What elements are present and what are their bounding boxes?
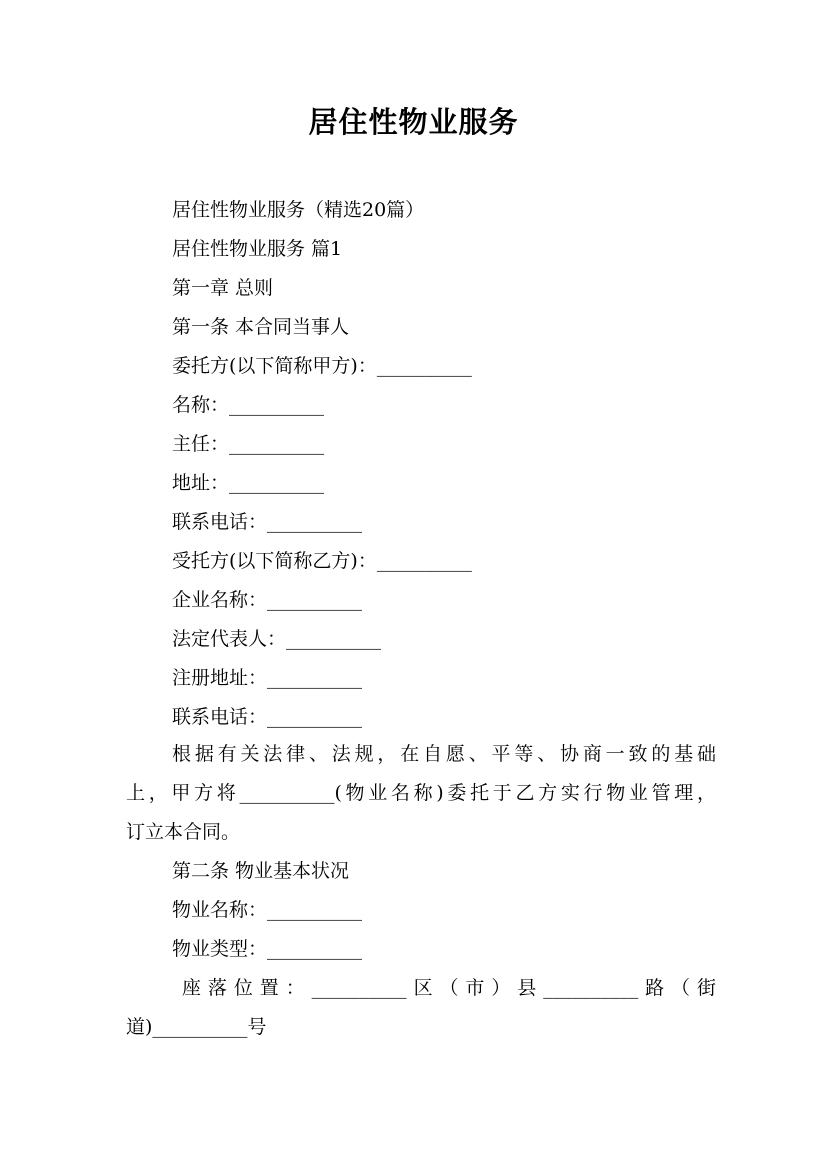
article-heading: 第一条 本合同当事人 [172, 316, 350, 338]
text-line: 名称：__________ [172, 394, 325, 416]
text-line: 联系电话：__________ [172, 511, 363, 533]
text-line: 受托方(以下简称乙方)：__________ [172, 550, 472, 572]
text-line: 居住性物业服务（精选20篇） [172, 199, 425, 221]
document-title: 居住性物业服务 [308, 105, 519, 139]
text-line: 物业名称：__________ [172, 899, 363, 921]
text-line: 居住性物业服务 篇1 [172, 238, 343, 260]
text-line: 地址：__________ [172, 472, 325, 494]
text-line: 联系电话：__________ [172, 706, 363, 728]
text-line: 委托方(以下简称甲方)：__________ [172, 355, 472, 377]
paragraph [126, 969, 716, 1047]
paragraph [126, 735, 716, 852]
paragraph-line: 根据有关法律、法规，在自愿、平等、协商一致的基础 [172, 743, 716, 765]
text-line: 主任：__________ [172, 433, 325, 455]
article-heading: 第二条 物业基本状况 [172, 860, 350, 882]
paragraph-line: 座落位置：__________区（市）县__________路（街 [182, 977, 716, 999]
text-line: 物业类型：__________ [172, 938, 363, 960]
paragraph-line: 道)__________号 [126, 1016, 267, 1038]
text-line: 企业名称：__________ [172, 589, 363, 611]
paragraph-line: 订立本合同。 [126, 821, 241, 843]
text-line: 注册地址：__________ [172, 667, 363, 689]
chapter-heading: 第一章 总则 [172, 277, 274, 299]
text-line: 法定代表人：__________ [172, 628, 382, 650]
paragraph-line: 上，甲方将__________(物业名称)委托于乙方实行物业管理， [126, 782, 716, 804]
